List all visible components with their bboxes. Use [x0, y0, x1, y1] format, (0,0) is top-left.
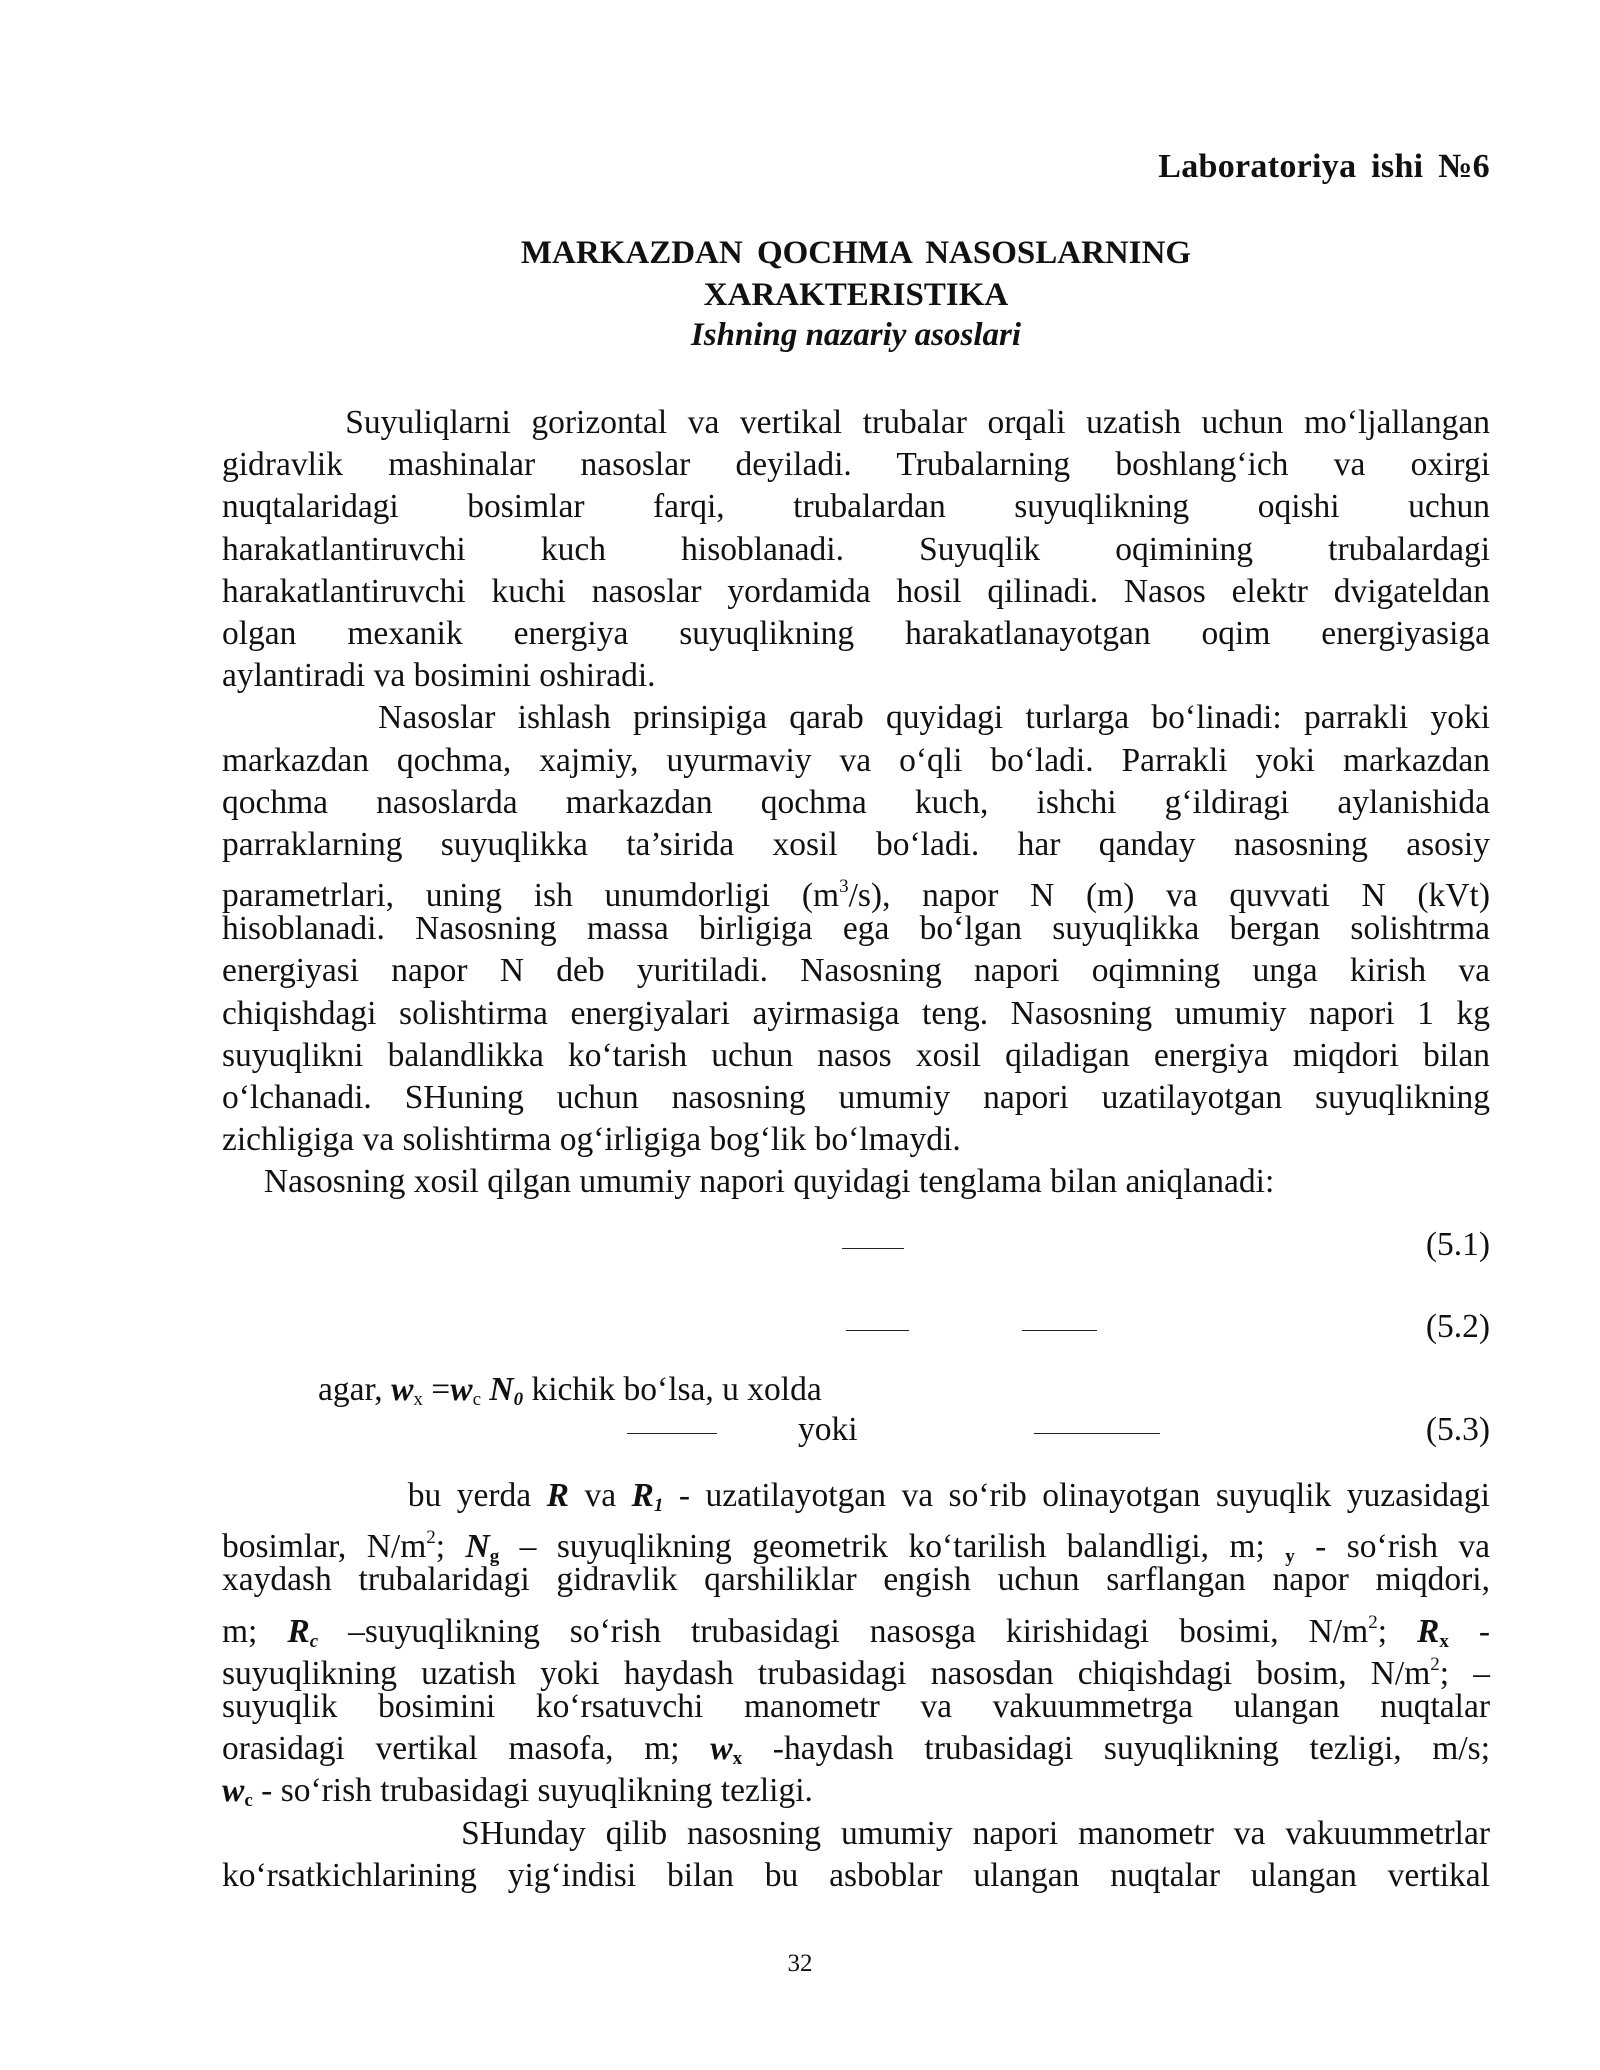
definition-line	[222, 1770, 1490, 1812]
definition-line: suyuqlik bosimini ko‘rsatuvchi manometr va vakuummetrga ulangan nuqtalar	[222, 1687, 1490, 1725]
subscript: c	[244, 1790, 253, 1812]
definition-line	[222, 1728, 1490, 1770]
fraction-bar	[627, 1433, 717, 1434]
symbol-w: w	[222, 1772, 245, 1810]
paragraph1-line: olgan mexanik energiya suyuqlikning harakatlanayotgan oqim energiyasiga	[222, 614, 1490, 652]
paragraph2-line: chiqishdagi solishtirma energiyalari ayirmasiga teng. Nasosning umumiy napori 1 kg	[222, 994, 1490, 1032]
subscript: x	[413, 1389, 423, 1410]
paragraph2-line: suyuqlikni balandlikka ko‘tarish uchun nasos xosil qiladigan energiya miqdori bilan	[222, 1036, 1490, 1074]
symbol-r: R	[546, 1477, 569, 1514]
text-segment: -	[1448, 1612, 1491, 1650]
fraction-bar	[1034, 1433, 1160, 1434]
paragraph1-line: aylantiradi va bosimini oshiradi.	[222, 657, 656, 695]
symbol-w: w	[450, 1371, 473, 1408]
fraction-bar	[1022, 1330, 1097, 1331]
equation-number: (5.3)	[1425, 1411, 1490, 1448]
subscript: 1	[653, 1495, 664, 1516]
definition-line	[222, 1602, 1491, 1652]
paragraph1-line: Suyuliqlarni gorizontal va vertikal trubalar orqali uzatish uchun mo‘ljallangan	[222, 404, 1490, 441]
text-segment: – suyuqlikning geometrik ko‘tarilish balandligi, m;	[499, 1528, 1286, 1566]
text-segment: orasidagi vertikal masofa, m;	[222, 1730, 711, 1768]
paragraph2-line: Nasoslar ishlash prinsipiga qarab quyidagi turlarga bo‘linadi: parrakli yoki	[222, 699, 1490, 737]
paragraph3-line: Nasosning xosil qilgan umumiy napori quyidagi tenglama bilan aniqlanadi:	[222, 1163, 1275, 1201]
paragraph1-line: gidravlik mashinalar nasoslar deyiladi. Trubalarning boshlang‘ich va oxirgi	[222, 446, 1490, 484]
equation-5-3	[222, 1411, 1490, 1455]
symbol-w: w	[710, 1730, 733, 1768]
text-segment: bu yerda	[222, 1477, 547, 1514]
title-line-2: XARAKTERISTIKA	[703, 277, 1009, 313]
paragraph2-line: qochma nasoslarda markazdan qochma kuch, ishchi g‘ildiragi aylanishida	[222, 783, 1490, 821]
symbol-w: w	[391, 1371, 414, 1408]
paragraph2-line: markazdan qochma, xajmiy, uyurmaviy va o‘qli bo‘ladi. Parrakli yoki markazdan	[222, 741, 1490, 779]
subscript: x	[1439, 1630, 1449, 1652]
symbol-r1: R	[631, 1477, 654, 1514]
paragraph2-line: parraklarning suyuqlikka ta’sirida xosil bo‘ladi. har qanday nasosning asosiy	[222, 825, 1490, 863]
text-segment: - uzatilayotgan va so‘rib olinayotgan suyuqlik yuzasidagi	[663, 1477, 1490, 1514]
symbol-rx: R	[1417, 1612, 1440, 1650]
title-line-1: MARKAZDAN QOCHMA NASOSLARNING	[520, 235, 1192, 271]
subscript: 0	[513, 1389, 524, 1410]
subtitle: Ishning nazariy asoslari	[690, 317, 1022, 353]
text-segment: ; –	[1439, 1654, 1490, 1692]
equation-5-2	[222, 1308, 1490, 1352]
text-segment: parametrlari, uning ish unumdorligi (m	[222, 877, 840, 915]
body-text-block	[222, 402, 1490, 1204]
paragraph1-line: nuqtalaridagi bosimlar farqi, trubalardan suyuqlikning oqishi uchun	[222, 488, 1490, 526]
paragraph2-line: o‘lchanadi. SHuning uchun nasosning umumiy napori uzatilayotgan suyuqlikning	[222, 1079, 1490, 1116]
text-segment: ;	[435, 1528, 466, 1566]
definitions-block	[222, 1475, 1490, 1897]
subscript: c	[309, 1630, 319, 1652]
symbol-ng: N	[465, 1528, 490, 1566]
text-segment: kichik bo‘lsa, u xolda	[523, 1371, 822, 1408]
equation-number: (5.1)	[1425, 1226, 1490, 1263]
text-segment: -haydash trubasidagi suyuqlikning tezligi, m/s;	[742, 1730, 1491, 1768]
paragraph2-line: energiyasi napor N deb yuritiladi. Nasosning napori oqimning unga kirish va	[222, 952, 1490, 990]
text-segment: =	[422, 1371, 451, 1408]
equation-5-1	[222, 1226, 1490, 1270]
fraction-bar	[846, 1330, 909, 1331]
text-segment: ;	[1377, 1612, 1418, 1650]
text-segment: - so‘rish va	[1294, 1528, 1490, 1566]
paragraph2-line	[222, 866, 1490, 915]
superscript: 2	[1430, 1653, 1440, 1675]
subscript: g	[489, 1546, 500, 1568]
definition-line	[222, 1644, 1490, 1692]
subscript: x	[732, 1748, 743, 1770]
definition-line	[222, 1475, 1490, 1517]
condition-line	[318, 1371, 822, 1411]
text-segment: /s), napor N (m) va quvvati N (kVt)	[848, 877, 1490, 915]
subscript: y	[1285, 1546, 1295, 1568]
paragraph4-line: SHunday qilib nasosning umumiy napori manometr va vakuummetrlar	[222, 1814, 1490, 1852]
equation-connector: yoki	[798, 1411, 858, 1448]
text-segment: va	[568, 1477, 632, 1514]
definition-line	[222, 1517, 1490, 1568]
superscript: 2	[1368, 1611, 1378, 1633]
paragraph4-line: ko‘rsatkichlarining yig‘indisi bilan bu asboblar ulangan nuqtalar ulangan vertikal	[222, 1856, 1490, 1894]
fraction-bar	[842, 1248, 904, 1249]
text-segment: m;	[222, 1612, 288, 1650]
page-number: 32	[787, 1950, 813, 1977]
paragraph1-line: harakatlantiruvchi kuchi nasoslar yordamida hosil qilinadi. Nasos elektr dvigateldan	[222, 572, 1490, 610]
text-segment: suyuqlikning uzatish yoki haydash trubasidagi nasosdan chiqishdagi bosim, N/m	[222, 1654, 1431, 1692]
subscript: c	[472, 1389, 481, 1410]
superscript: 2	[426, 1527, 436, 1549]
paragraph1-line: harakatlantiruvchi kuch hisoblanadi. Suyuqlik oqimining trubalardagi	[222, 530, 1490, 568]
equation-number: (5.2)	[1425, 1308, 1490, 1345]
symbol-n: N	[481, 1371, 514, 1408]
text-segment: agar,	[318, 1371, 392, 1408]
text-segment: bosimlar, N/m	[222, 1528, 427, 1566]
text-segment: - so‘rish trubasidagi suyuqlikning tezligi.	[252, 1772, 813, 1810]
text-segment: –suyuqlikning so‘rish trubasidagi nasosga kirishidagi bosimi, N/m	[318, 1612, 1369, 1650]
lab-number-heading: Laboratoriya ishi №6	[1158, 148, 1490, 185]
symbol-rc: R	[287, 1612, 310, 1650]
paragraph2-line: hisoblanadi. Nasosning massa birligiga ega bo‘lgan suyuqlikka bergan solishtrma	[222, 910, 1490, 948]
superscript: 3	[839, 876, 849, 898]
paragraph2-line: zichligiga va solishtirma og‘irligiga bog‘lik bo‘lmaydi.	[222, 1121, 961, 1159]
definition-line: xaydash trubalaridagi gidravlik qarshiliklar engish uchun sarflangan napor miqdori,	[222, 1561, 1490, 1599]
